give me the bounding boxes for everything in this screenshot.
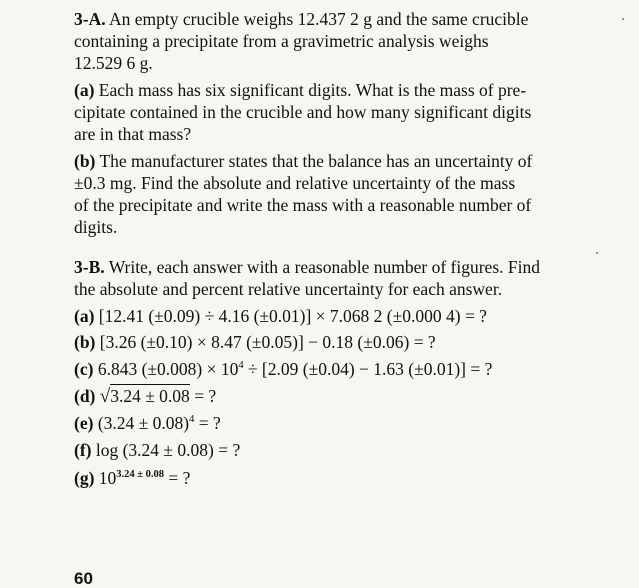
problem-3a-line-3: 12.529 6 g. bbox=[74, 53, 153, 73]
part-b-label: (b) bbox=[74, 151, 96, 171]
problem-3a-part-b-line-2: ±0.3 mg. Find the absolute and relative uncertainty of the mass bbox=[74, 173, 516, 193]
problem-3a-part-a-line-1: (a) Each mass has six significant digits. What is the mass of pre- bbox=[74, 80, 527, 100]
problem-3b-item-c: (c) 6.843 $(\pm 0.008) \times 10^4 \div [2.09$ (±0.04) − 1.63 (±0.01)] = ? bbox=[74, 359, 493, 379]
problem-3a-part-b-line-3: of the precipitate and write the mass with a reasonable number of bbox=[74, 195, 532, 215]
part-a-label: (a) bbox=[74, 80, 95, 100]
problem-3a-part-a-line-2: cipitate contained in the crucible and how many significant digits bbox=[74, 102, 532, 122]
problem-3a-part-a-line-3: are in that mass? bbox=[74, 124, 192, 144]
scan-speck bbox=[596, 252, 598, 254]
radical-sign: √ bbox=[99, 386, 111, 407]
scan-speck bbox=[622, 18, 624, 20]
problem-3b-line-1: 3-B. Write, each answer with a reasonable number of figures. Find bbox=[74, 257, 540, 277]
problem-3a-number: 3-A. bbox=[74, 9, 106, 29]
problem-3a-part-b-line-4: digits. bbox=[74, 217, 118, 237]
problem-3b-item-d: (d) √3.24 ± 0.08 = ? bbox=[74, 386, 217, 407]
problem-3b-item-g: (g) $10^{3.24 \pm 0.08}$ = ? bbox=[74, 468, 191, 488]
problem-3b-number: 3-B. bbox=[74, 257, 105, 277]
problem-3b-line-2: the absolute and percent relative uncertainty for each answer. bbox=[74, 279, 503, 299]
problem-3a-line-1: 3-A. An empty crucible weighs 12.437 2 g and the same crucible bbox=[74, 9, 529, 29]
problem-3a-part-b-line-1: (b) The manufacturer states that the balance has an uncertainty of bbox=[74, 151, 533, 171]
problem-3b-item-b: (b) [3.26 (±0.10) × 8.47 (±0.05)] − 0.18 (±0.06) = ? bbox=[74, 332, 436, 352]
problem-3b-item-e: (e) $(3.24 \pm 0.08)^4$ = ? bbox=[74, 413, 221, 433]
problem-3a-line-2: containing a precipitate from a gravimetric analysis weighs bbox=[74, 31, 489, 51]
page-number: 60 bbox=[74, 569, 93, 588]
square-root-expression: √3.24 ± 0.08 bbox=[99, 386, 190, 407]
problem-3b-item-f: (f) log (3.24 ± 0.08) = ? bbox=[74, 440, 241, 460]
problem-3b-item-a: (a) [12.41 (±0.09) ÷ 4.16 (±0.01)] × 7.068 2 (±0.000 4) = ? bbox=[74, 306, 487, 326]
